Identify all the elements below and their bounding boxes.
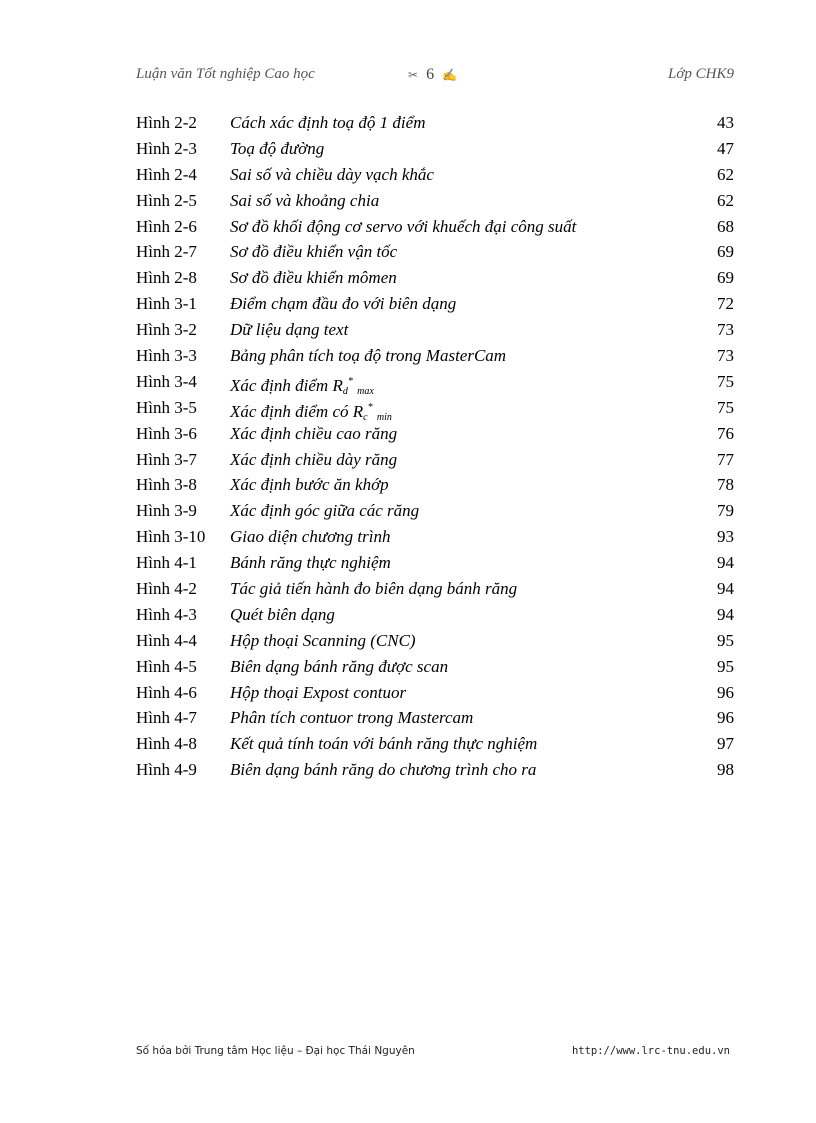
figure-list-item (136, 190, 734, 216)
figure-title: Hộp thoại Expost contuor (230, 682, 407, 702)
figure-list-item (136, 682, 734, 708)
figure-label: Hình 2-2 (136, 113, 197, 132)
figure-list-item (136, 500, 734, 526)
figure-title: Xác định góc giữa các răng (230, 501, 420, 521)
figure-label: Hình 3-4 (136, 371, 197, 391)
figure-list-item (136, 474, 734, 500)
figure-page-number: 95 (717, 630, 734, 650)
figure-title-subscript: d (342, 385, 348, 397)
figure-list-item (136, 241, 734, 267)
figure-label: Hình 3-10 (136, 527, 206, 547)
figure-label: Hình 3-7 (136, 449, 197, 469)
figure-label: Hình 3-8 (136, 475, 197, 495)
figure-list-item (136, 397, 734, 423)
figure-label: Hình 3-9 (136, 501, 197, 521)
figure-label: Hình 2-4 (136, 164, 197, 184)
figure-page-number: 76 (717, 423, 734, 443)
figure-title: Kết quả tính toán với bánh răng thực nghiệm (230, 734, 538, 754)
figure-title-superscript: * (347, 375, 353, 387)
figure-page-number: 93 (717, 527, 734, 547)
figure-page-number: 94 (717, 579, 734, 599)
figure-title: Sơ đồ khối động cơ servo với khuếch đại công suất (230, 216, 577, 236)
figure-page-number: 77 (717, 449, 734, 469)
figure-list-item (136, 267, 734, 293)
figure-page-number: 69 (717, 268, 734, 288)
figure-label: Hình 4-4 (136, 630, 197, 650)
figure-title: Sơ đồ điều khiển mômen (230, 268, 397, 288)
figure-list-item (136, 164, 734, 190)
figure-page-number: 98 (717, 760, 734, 780)
figure-label: Hình 4-2 (136, 579, 197, 599)
figure-page-number: 43 (717, 113, 734, 132)
page-header (0, 66, 816, 88)
figure-title-text: Xác định điểm có R (230, 401, 364, 421)
figure-label: Hình 2-3 (136, 138, 197, 158)
figure-label: Hình 2-8 (136, 268, 197, 288)
figure-list-item (136, 138, 734, 164)
figure-list-item (136, 319, 734, 345)
figure-title: Toạ độ đường (230, 138, 325, 158)
pen-icon: ✍ (442, 68, 458, 82)
figure-title: Dữ liệu dạng text (230, 320, 349, 340)
figure-page-number: 96 (717, 708, 734, 728)
figure-label: Hình 2-6 (136, 216, 197, 236)
figure-list-item (136, 423, 734, 449)
figure-page-number: 62 (717, 190, 734, 210)
figure-list-item (136, 759, 734, 785)
figure-title: Cách xác định toạ độ 1 điểm (230, 113, 426, 132)
figure-page-number: 73 (717, 346, 734, 366)
figure-list-item (136, 112, 734, 138)
figure-list-item (136, 526, 734, 552)
figure-list-item (136, 578, 734, 604)
figure-label: Hình 3-5 (136, 397, 197, 417)
figure-title: Biên dạng bánh răng được scan (230, 656, 449, 676)
figure-page-number: 73 (717, 320, 734, 340)
footer-digitized-by: Số hóa bởi Trung tâm Học liệu – Đại học Thái Nguyên (136, 1045, 415, 1057)
figure-label: Hình 3-6 (136, 423, 197, 443)
figure-title: Sai số và chiều dày vạch khắc (230, 164, 434, 184)
figure-page-number: 78 (717, 475, 734, 495)
figure-page-number: 75 (717, 371, 734, 391)
figure-title: Điểm chạm đầu đo với biên dạng (230, 294, 457, 314)
scissors-icon: ✂ (408, 68, 419, 82)
figure-page-number: 72 (717, 294, 734, 314)
figure-list-item (136, 293, 734, 319)
figure-page-number: 94 (717, 553, 734, 573)
figure-title: Xác định bước ăn khớp (230, 475, 389, 495)
figure-title: Xác định chiều cao răng (230, 423, 398, 443)
figure-list-item (136, 707, 734, 733)
figure-list-item (136, 345, 734, 371)
figure-label: Hình 3-2 (136, 320, 197, 340)
figure-title: Hộp thoại Scanning (CNC) (230, 630, 416, 650)
figure-page-number: 62 (717, 164, 734, 184)
figure-page-number: 97 (717, 734, 734, 754)
figure-label: Hình 4-7 (136, 708, 197, 728)
figure-title-subscript: c (363, 411, 368, 423)
figure-page-number: 94 (717, 604, 734, 624)
figure-label: Hình 4-6 (136, 682, 197, 702)
figure-title: Biên dạng bánh răng do chương trình cho ra (230, 760, 537, 780)
figure-list-item (136, 630, 734, 656)
figure-label: Hình 3-3 (136, 346, 197, 366)
figure-list-item (136, 552, 734, 578)
figure-label: Hình 3-1 (136, 294, 197, 314)
figure-list-item (136, 371, 734, 397)
figure-label: Hình 2-7 (136, 242, 197, 262)
figure-title: Bánh răng thực nghiệm (230, 553, 391, 573)
figure-page-number: 69 (717, 242, 734, 262)
figure-title-subscript-2: max (357, 385, 374, 397)
figure-page-number: 47 (717, 138, 734, 158)
figure-page-number: 75 (717, 397, 734, 417)
figure-label: Hình 2-5 (136, 190, 197, 210)
figure-label: Hình 4-8 (136, 734, 197, 754)
figure-list (136, 112, 734, 785)
header-thesis-title: Luận văn Tốt nghiệp Cao học (136, 66, 315, 82)
page-number: 6 (426, 66, 435, 83)
figure-title: Bảng phân tích toạ độ trong MasterCam (230, 346, 507, 366)
figure-title-subscript-2: min (376, 411, 392, 423)
figure-list-item (136, 604, 734, 630)
figure-title: Tác giả tiến hành đo biên dạng bánh răng (230, 579, 518, 599)
figure-title: Phân tích contuor trong Mastercam (230, 708, 474, 728)
figure-label: Hình 4-1 (136, 553, 197, 573)
figure-list-item (136, 216, 734, 242)
figure-list-item (136, 733, 734, 759)
figure-page-number: 68 (717, 216, 734, 236)
figure-title-superscript: * (367, 401, 373, 413)
figure-label: Hình 4-9 (136, 760, 197, 780)
figure-title: Sơ đồ điều khiển vận tốc (230, 242, 398, 262)
figure-label: Hình 4-3 (136, 604, 197, 624)
figure-list-item (136, 656, 734, 682)
figure-label: Hình 4-5 (136, 656, 197, 676)
figure-title-text: Xác định điểm R (230, 375, 343, 395)
header-class-name: Lớp CHK9 (668, 66, 734, 82)
header-page-number-group (400, 66, 465, 84)
figure-title: Giao diện chương trình (230, 527, 391, 547)
figure-page-number: 95 (717, 656, 734, 676)
figure-list-item (136, 449, 734, 475)
figure-page-number: 79 (717, 501, 734, 521)
figure-page-number: 96 (717, 682, 734, 702)
figure-title: Quét biên dạng (230, 604, 335, 624)
footer-url[interactable]: http://www.lrc-tnu.edu.vn (571, 1045, 730, 1057)
figure-title: Xác định chiều dày răng (230, 449, 398, 469)
figure-title: Sai số và khoảng chia (230, 190, 380, 210)
